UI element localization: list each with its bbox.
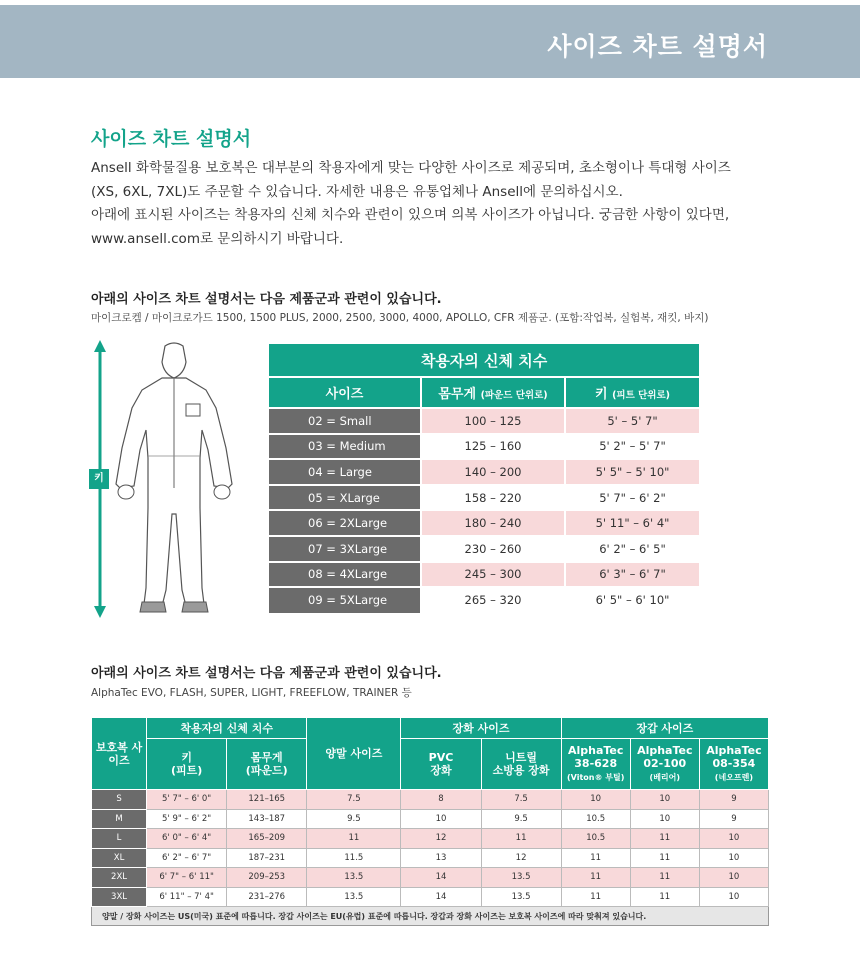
sock-cell: 11.5 (307, 848, 401, 868)
col-label: 장화 (430, 764, 452, 777)
product-size-table (91, 717, 769, 926)
glove3-cell: 10 (699, 887, 768, 907)
table-row (269, 408, 699, 434)
col-unit: (네오프렌) (714, 773, 754, 782)
sock-cell: 13.5 (307, 887, 401, 907)
col-header-glove-2 (630, 739, 699, 790)
height-cell: 5' – 5' 7" (565, 408, 699, 434)
nitrile-cell: 7.5 (481, 790, 561, 810)
col-header-height (565, 377, 699, 408)
col-header-glove-1 (561, 739, 630, 790)
col-header-weight (227, 739, 307, 790)
col-header-pvc (401, 739, 481, 790)
weight-cell: 180 – 240 (421, 510, 565, 536)
col-header-size (269, 377, 421, 408)
col-header-sock: 양말 사이즈 (307, 718, 401, 790)
intro-line: www.ansell.com로 문의하시기 바랍니다. (91, 230, 344, 247)
table-note: 양말 / 장화 사이즈는 US(미국) 표준에 따릅니다. 장갑 사이즈는 EU(유럽) 표준에 따릅니다. 장갑과 장화 사이즈는 보호복 사이즈에 따라 맞춰져 있습니다. (92, 907, 769, 926)
weight-cell: 209–253 (227, 868, 307, 888)
glove2-cell: 11 (630, 868, 699, 888)
size-cell: M (92, 809, 147, 829)
height-cell: 5' 7" – 6' 0" (147, 790, 227, 810)
col-header-body: 착용자의 신체 치수 (147, 718, 307, 739)
glove2-cell: 11 (630, 848, 699, 868)
sock-cell: 9.5 (307, 809, 401, 829)
col-label: PVC (428, 751, 454, 764)
col-unit: (Viton® 부틸) (567, 773, 625, 782)
section-title: 사이즈 차트 설명서 (91, 128, 252, 150)
group1-title: 아래의 사이즈 차트 설명서는 다음 제품군과 관련이 있습니다. (91, 292, 442, 307)
glove2-cell: 11 (630, 887, 699, 907)
group2-title: 아래의 사이즈 차트 설명서는 다음 제품군과 관련이 있습니다. (91, 666, 442, 681)
col-label: 키 (181, 751, 192, 764)
weight-cell: 230 – 260 (421, 536, 565, 562)
col-unit: (피트 단위로) (612, 390, 670, 401)
intro-text (91, 157, 781, 251)
nitrile-cell: 13.5 (481, 887, 561, 907)
intro-line: 아래에 표시된 사이즈는 착용자의 신체 치수와 관련이 있으며 의복 사이즈가 아닙니다. 궁금한 사항이 있다면, (91, 207, 730, 223)
nitrile-cell: 9.5 (481, 809, 561, 829)
size-cell: L (92, 829, 147, 849)
table-row (269, 434, 699, 460)
size-cell: S (92, 790, 147, 810)
glove1-cell: 11 (561, 868, 630, 888)
pvc-cell: 12 (401, 829, 481, 849)
col-header-glove-3 (699, 739, 768, 790)
height-cell: 5' 11" – 6' 4" (565, 510, 699, 536)
table-row (269, 536, 699, 562)
intro-line: Ansell 화학물질용 보호복은 대부분의 착용자에게 맞는 다양한 사이즈로 제공되며, 초소형이나 특대형 사이즈 (91, 160, 731, 176)
col-label: 소방용 장화 (492, 764, 550, 777)
pvc-cell: 13 (401, 848, 481, 868)
nitrile-cell: 12 (481, 848, 561, 868)
table-row (269, 562, 699, 588)
table-row (269, 587, 699, 613)
table-row (92, 868, 769, 888)
glove1-cell: 10.5 (561, 829, 630, 849)
table-row (92, 809, 769, 829)
table-row (92, 848, 769, 868)
glove1-cell: 10 (561, 790, 630, 810)
weight-cell: 231–276 (227, 887, 307, 907)
height-cell: 6' 3" – 6' 7" (565, 562, 699, 588)
col-label: 몸무게 (250, 751, 283, 764)
weight-cell: 143–187 (227, 809, 307, 829)
pvc-cell: 14 (401, 887, 481, 907)
table-row (92, 790, 769, 810)
size-cell: 06 = 2XLarge (269, 510, 421, 536)
col-label: AlphaTec (706, 744, 762, 757)
size-cell: 05 = XLarge (269, 485, 421, 511)
size-cell: 02 = Small (269, 408, 421, 434)
sock-cell: 11 (307, 829, 401, 849)
col-unit: (피트) (170, 764, 203, 777)
height-cell: 6' 5" – 6' 10" (565, 587, 699, 613)
table-row (269, 485, 699, 511)
col-label: 02-100 (643, 757, 687, 770)
table-row (269, 459, 699, 485)
height-cell: 6' 2" – 6' 5" (565, 536, 699, 562)
col-header-suit-size: 보호복 사이즈 (92, 718, 147, 790)
col-label: 몸무게 (438, 387, 477, 402)
sock-cell: 13.5 (307, 868, 401, 888)
size-cell: 04 = Large (269, 459, 421, 485)
weight-cell: 245 – 300 (421, 562, 565, 588)
size-cell: 03 = Medium (269, 434, 421, 460)
height-cell: 5' 9" – 6' 2" (147, 809, 227, 829)
col-label: AlphaTec (567, 744, 624, 757)
group1-products: 마이크로켐 / 마이크로가드 1500, 1500 PLUS, 2000, 2500, 3000, 4000, APOLLO, CFR 제품군. (포함:작업복, 실험복, 재킷, 바지) (91, 312, 709, 324)
sock-cell: 7.5 (307, 790, 401, 810)
glove3-cell: 9 (699, 809, 768, 829)
pvc-cell: 14 (401, 868, 481, 888)
height-cell: 5' 7" – 6' 2" (565, 485, 699, 511)
header-bar (0, 5, 860, 78)
glove3-cell: 9 (699, 790, 768, 810)
glove2-cell: 10 (630, 809, 699, 829)
height-cell: 6' 0" – 6' 4" (147, 829, 227, 849)
height-cell: 6' 7" – 6' 11" (147, 868, 227, 888)
size-cell: 09 = 5XLarge (269, 587, 421, 613)
col-header-weight (421, 377, 565, 408)
header-title: 사이즈 차트 설명서 (547, 32, 768, 61)
weight-cell: 158 – 220 (421, 485, 565, 511)
col-label: 08-354 (712, 757, 756, 770)
glove1-cell: 11 (561, 848, 630, 868)
size-cell: 07 = 3XLarge (269, 536, 421, 562)
body-size-table (269, 344, 699, 613)
size-cell: 08 = 4XLarge (269, 562, 421, 588)
table-row (269, 510, 699, 536)
height-cell: 6' 11" – 7' 4" (147, 887, 227, 907)
col-header-nitrile (481, 739, 561, 790)
weight-cell: 121–165 (227, 790, 307, 810)
table-row (92, 829, 769, 849)
col-unit: (파운드 단위로) (480, 390, 548, 401)
intro-line: (XS, 6XL, 7XL)도 주문할 수 있습니다. 자세한 내용은 유통업체나 Ansell에 문의하십시오. (91, 183, 623, 200)
table-row (92, 887, 769, 907)
nitrile-cell: 13.5 (481, 868, 561, 888)
col-unit: (베리어) (649, 773, 681, 782)
glove3-cell: 10 (699, 848, 768, 868)
pvc-cell: 8 (401, 790, 481, 810)
weight-cell: 265 – 320 (421, 587, 565, 613)
height-cell: 5' 5" – 5' 10" (565, 459, 699, 485)
glove3-cell: 10 (699, 868, 768, 888)
col-label: 38-628 (574, 757, 618, 770)
col-header-glove: 장갑 사이즈 (561, 718, 768, 739)
table-note-row (92, 907, 769, 926)
col-header-height (147, 739, 227, 790)
size-cell: 3XL (92, 887, 147, 907)
weight-cell: 125 – 160 (421, 434, 565, 460)
height-label-badge: 키 (89, 469, 109, 489)
weight-cell: 100 – 125 (421, 408, 565, 434)
col-header-boot: 장화 사이즈 (401, 718, 561, 739)
col-label: 키 (595, 387, 608, 402)
pvc-cell: 10 (401, 809, 481, 829)
nitrile-cell: 11 (481, 829, 561, 849)
glove3-cell: 10 (699, 829, 768, 849)
glove2-cell: 10 (630, 790, 699, 810)
size-cell: XL (92, 848, 147, 868)
height-cell: 6' 2" – 6' 7" (147, 848, 227, 868)
table-title: 착용자의 신체 치수 (269, 344, 699, 377)
size-cell: 2XL (92, 868, 147, 888)
glove2-cell: 11 (630, 829, 699, 849)
col-label: 니트릴 (505, 751, 538, 764)
glove1-cell: 11 (561, 887, 630, 907)
group2-products: AlphaTec EVO, FLASH, SUPER, LIGHT, FREEFLOW, TRAINER 등 (91, 687, 412, 699)
glove1-cell: 10.5 (561, 809, 630, 829)
weight-cell: 140 – 200 (421, 459, 565, 485)
height-cell: 5' 2" – 5' 7" (565, 434, 699, 460)
weight-cell: 165–209 (227, 829, 307, 849)
col-label: 사이즈 (325, 387, 364, 402)
weight-cell: 187–231 (227, 848, 307, 868)
col-label: AlphaTec (637, 744, 693, 757)
col-unit: (파운드) (245, 764, 288, 777)
